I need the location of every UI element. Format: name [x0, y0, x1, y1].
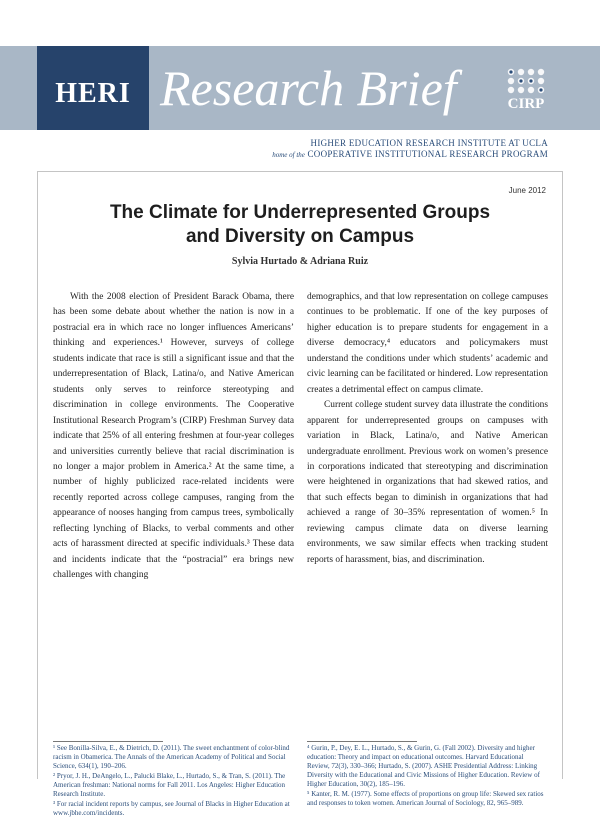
heri-logo — [37, 46, 149, 130]
body-paragraph: With the 2008 election of President Barack Obama, there has been some debate about whether the nation is now in a postracial era in which race no longer influences Americans’ thinking and experiences.¹ However, surveys of college students indicate that race is still a significant issue and that the underrepresentation of Black, Latina/o, and Native American students only serves to reinforce stereotyping and discrimination in college environments. The Cooperative Institutional Research Program’s (CIRP) Freshman Survey data indicate that 25% of all entering freshmen at four-year colleges and universities currently believe that racial discrimination is no longer a major problem in America.² At the same time, a number of highly publicized race-related incidents were recently reported across college campuses, ranging from the appearance of nooses hanging from campus trees, symbolically reflecting lynching of Blacks, to verbal comments and other acts of harassment directed at specific individuals.³ These data and incidents indicate that the “postracial” era brings new challenges with changing — [53, 292, 294, 581]
program-home-label: home of the — [272, 151, 305, 159]
program-name: COOPERATIVE INSTITUTIONAL RESEARCH PROGRAM — [307, 149, 548, 159]
body-column-right — [307, 290, 548, 568]
program-line — [272, 149, 548, 159]
footnote-divider — [307, 741, 417, 742]
institute-name: HIGHER EDUCATION RESEARCH INSTITUTE AT UCLA — [310, 138, 548, 148]
heri-logo-text: HERI — [55, 78, 131, 109]
title-line-2: and Diversity on Campus — [185, 226, 415, 247]
body-paragraph: demographics, and that low representation on college campuses continues to be problematic. If one of the key purposes of higher education is to prepare students for engagement in a diverse democracy,⁴ educators and policymakers must understand the conditions under which students’ academic and civic learning can be facilitated or hindered. Low representation creates a detrimental effect on campus climate. — [307, 292, 548, 395]
body-column-left — [53, 290, 294, 584]
cirp-logo-label: CIRP — [507, 96, 545, 112]
footnote-divider — [53, 741, 163, 742]
footnote: ¹ See Bonilla-Silva, E., & Dietrich, D. (2011). The sweet enchantment of color-blind racism in Obamerica. The Annals of the American Academy of Political and Social Science, 634(1), 190–206. — [53, 744, 290, 770]
footnotes-right — [307, 744, 548, 809]
document-title — [37, 201, 563, 249]
footnote: ⁴ Gurin, P., Dey, E. L., Hurtado, S., & Gurin, G. (Fall 2002). Diversity and higher education: Theory and impact on educational outcomes. Harvard Educational Review, 72(3), 330–366; Hurtado, S. (2007). ASHE Presidential Address: Linking Diversity with the Educational and Civic Missions of Higher Education. Review of Higher Education, 30(2), 185–196. — [307, 744, 540, 788]
footnote: ⁵ Kanter, R. M. (1977). Some effects of proportions on group life: Skewed sex ratios and responses to token women. American Journal of Sociology, 82, 965–989. — [307, 790, 544, 807]
footnote: ² Pryor, J. H., DeAngelo, L., Palucki Blake, L., Hurtado, S., & Tran, S. (2011). The American freshman: National norms for Fall 2011. Los Angeles: Higher Education Research Institute. — [53, 772, 286, 798]
publication-date: June 2012 — [508, 186, 546, 195]
footnotes-left — [53, 744, 294, 819]
authors: Sylvia Hurtado & Adriana Ruiz — [231, 256, 369, 267]
body-paragraph: Current college student survey data illustrate the conditions apparent for underrepresented groups on campuses with variation in Black, Latina/o, and Native American undergraduate enrollment. Previous work on women’s presence in corporations indicated that stereotyping and discrimination were heightened in organizations that had skewed ratios, and that such effects began to diminish in organizations that had achieved a range of 30–35% representation of women.⁵ In reviewing campus climate data on diverse learning environments, we saw similar effects when tracking student reports of harassment, bias, and discrimination. — [307, 400, 548, 565]
footnote: ³ For racial incident reports by campus, see Journal of Blacks in Higher Education at www.jbhe.com/incidents. — [53, 800, 290, 817]
title-line-1: The Climate for Underrepresented Groups — [109, 202, 491, 223]
research-brief-title: Research Brief — [160, 60, 457, 116]
